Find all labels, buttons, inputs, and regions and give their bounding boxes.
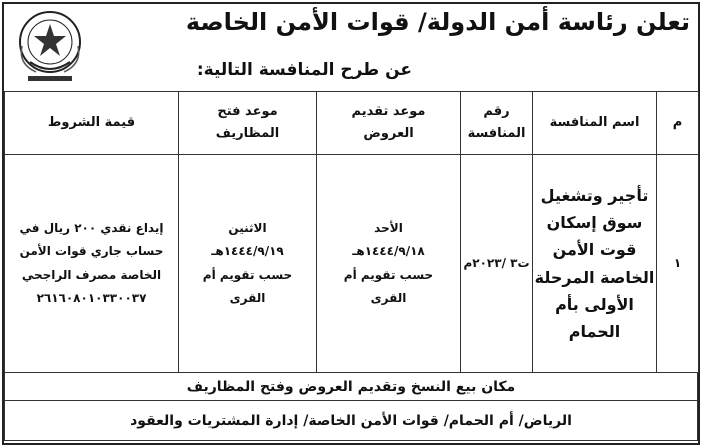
col-header-num: م: [657, 92, 699, 155]
cell-submission-date: الأحد ١٤٤٤/٩/١٨هـ حسب تقويم أم القرى: [317, 155, 461, 373]
cell-conditions-price: إيداع نقدي ٢٠٠ ريال في حساب جاري قوات الأمن الخاصة مصرف الراجحي ٢٦١٦٠٨٠١٠٣٣٠٠٣٧: [5, 155, 179, 373]
cell-opening-date: الاثنين ١٤٤٤/٩/١٩هـ حسب تقويم أم القرى: [179, 155, 317, 373]
emblem-icon: [8, 6, 92, 84]
col-header-number: رقم المنافسة: [461, 92, 533, 155]
col-header-opening: موعد فتح المظاريف: [179, 92, 317, 155]
col-header-name: اسم المنافسة: [533, 92, 657, 155]
tender-table: [4, 91, 699, 373]
table-header-row: [5, 92, 699, 155]
page-title: تعلن رئاسة أمن الدولة/ قوات الأمن الخاصة: [185, 8, 690, 36]
cell-num: ١: [657, 155, 699, 373]
table-row: [5, 155, 699, 373]
page-subtitle: عن طرح المنافسة التالية:: [196, 60, 412, 80]
cell-tender-name: تأجير وتشغيل سوق إسكان قوت الأمن الخاصة المرحلة الأولى بأم الحمام: [533, 155, 657, 373]
col-header-price: قيمة الشروط: [5, 92, 179, 155]
sales-place-label: مكان بيع النسخ وتقديم العروض وفتح المظاريف: [4, 373, 698, 401]
emblem-icon: [8, 6, 92, 84]
cell-tender-number: ت٣ /٢٠٢٣م: [461, 155, 533, 373]
sales-address: الرياض/ أم الحمام/ قوات الأمن الخاصة/ إدارة المشتريات والعقود: [4, 401, 698, 441]
col-header-submission: موعد تقديم العروض: [317, 92, 461, 155]
